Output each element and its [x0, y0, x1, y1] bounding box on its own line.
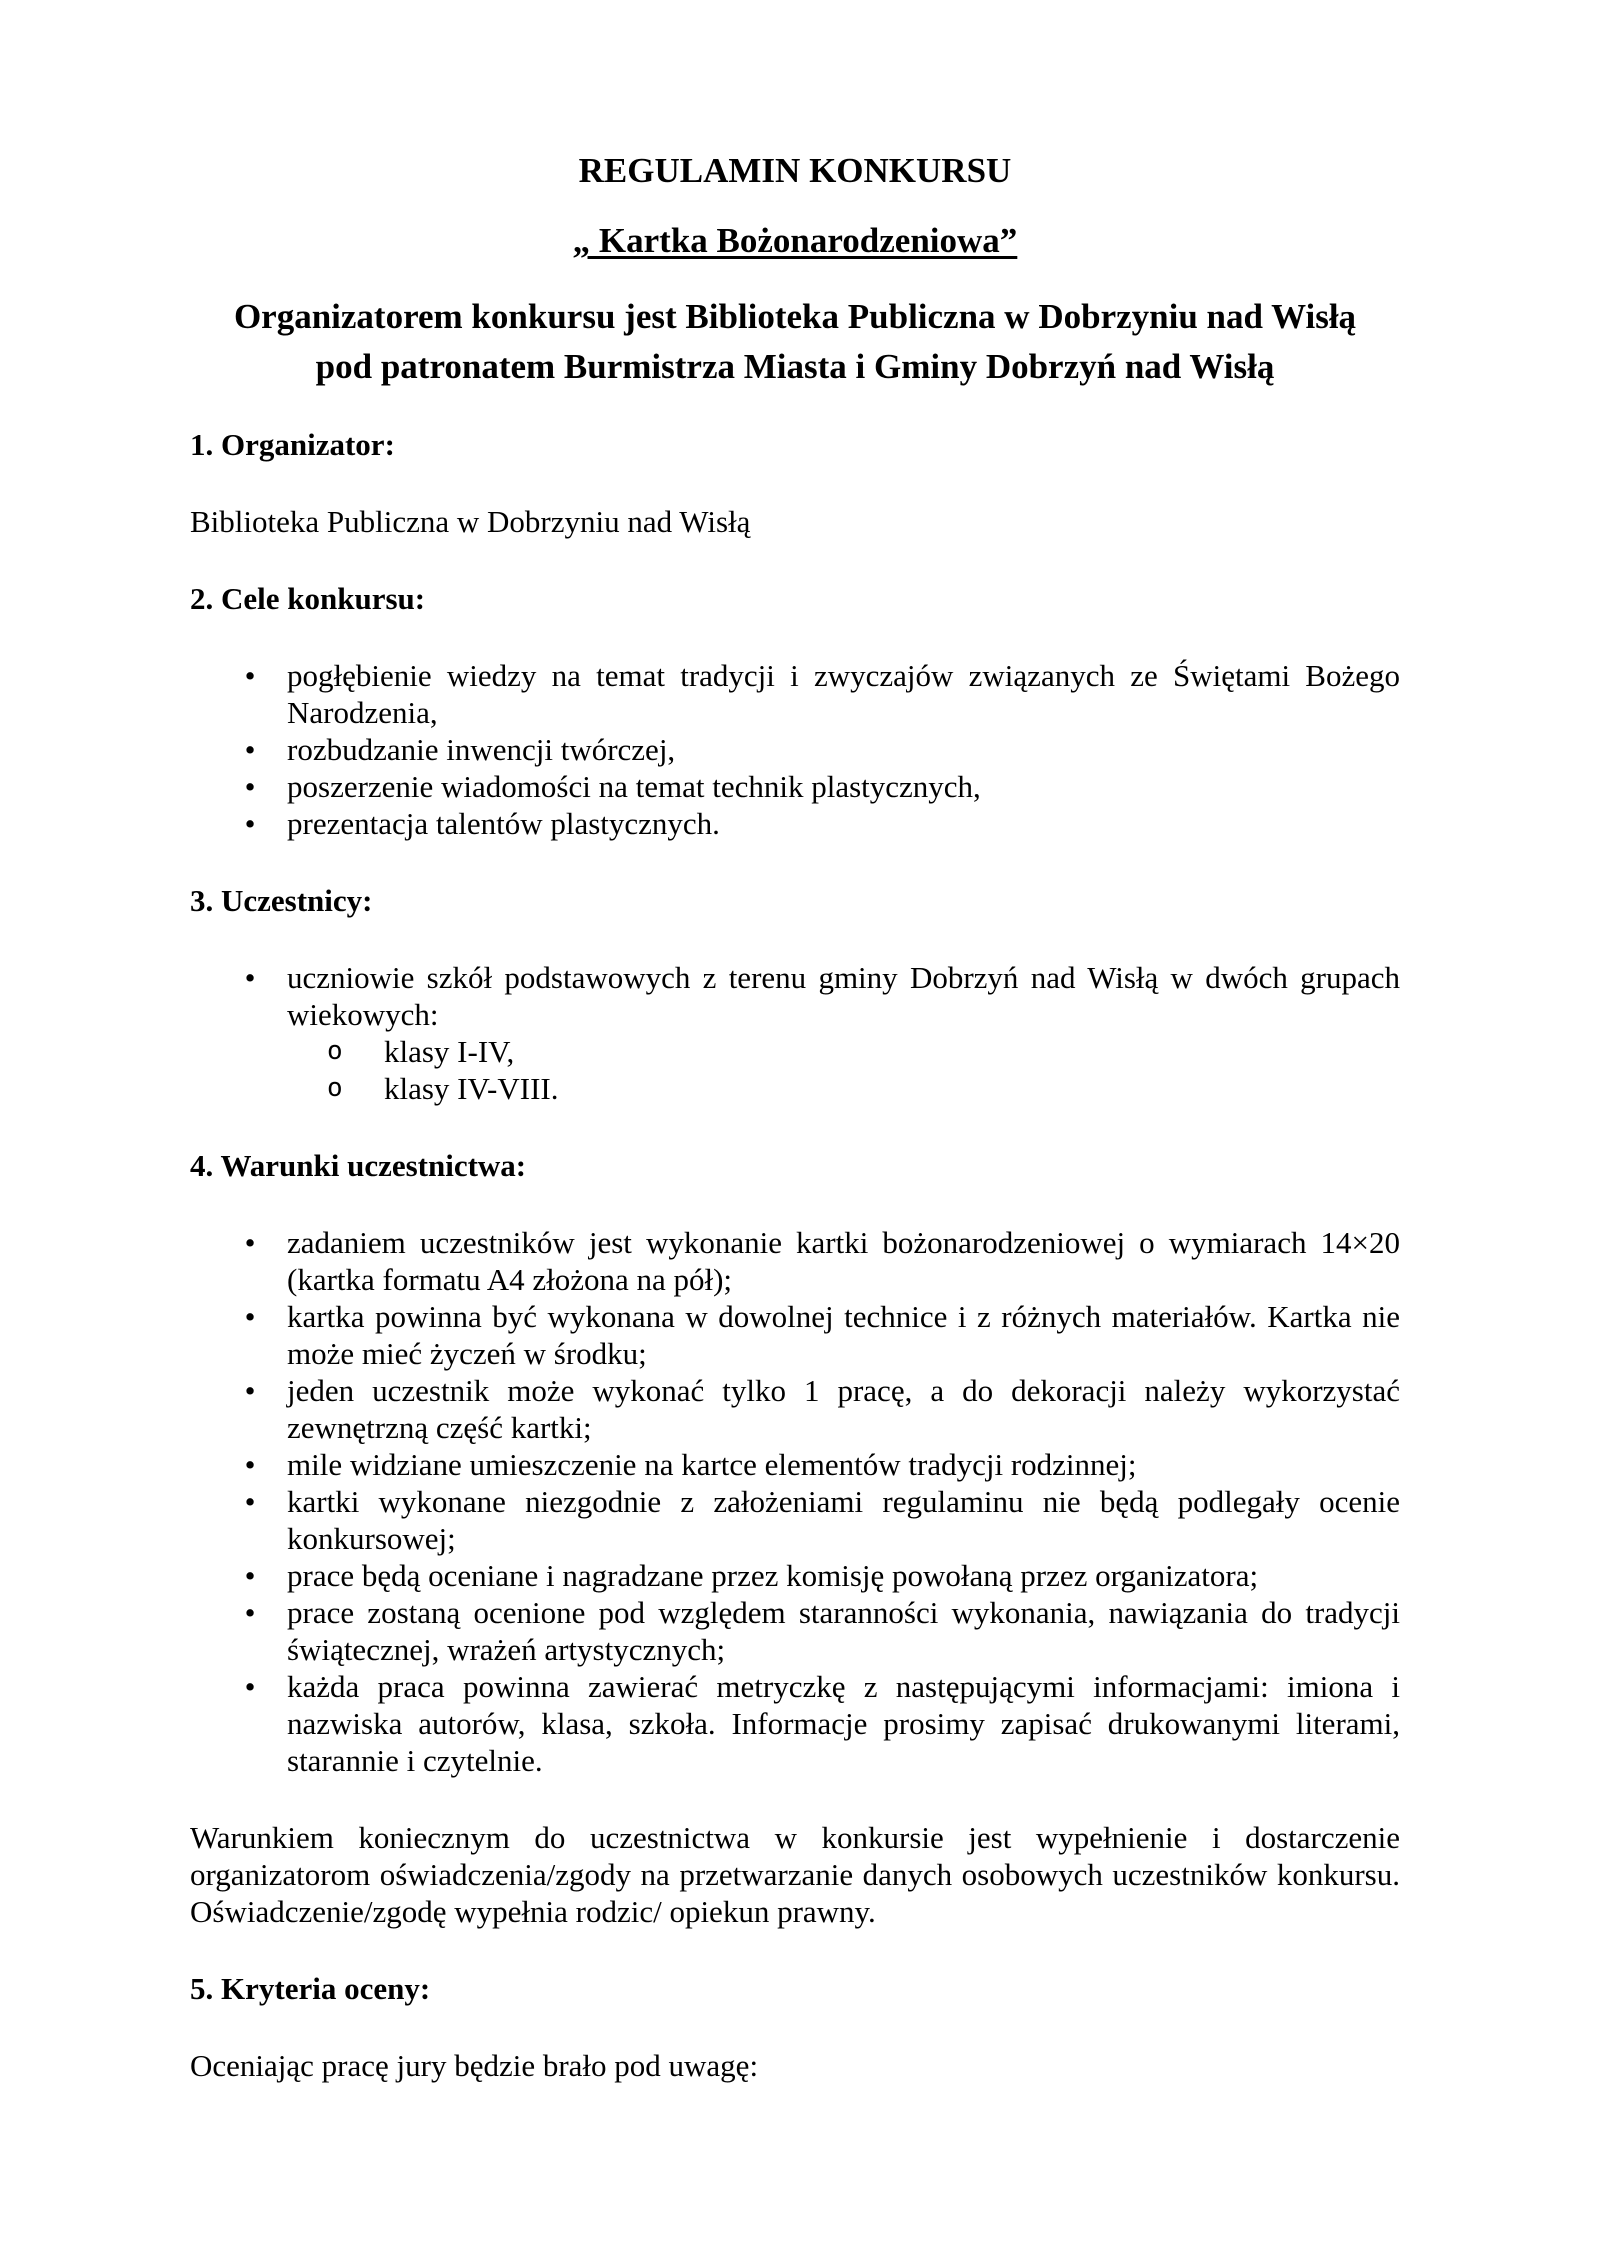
list-item-text: pogłębienie wiedzy na temat tradycji i zwyczajów związanych ze Świętami Bożego Narodzenia, — [287, 658, 1400, 730]
list-item — [190, 805, 1400, 842]
list-item-text: prace będą oceniane i nagradzane przez komisję powołaną przez organizatora; — [287, 1558, 1259, 1593]
list-item-text: klasy I-IV, — [384, 1034, 515, 1069]
section-participants-heading: 3. Uczestnicy: — [190, 883, 373, 918]
bullet-icon: • — [244, 769, 256, 804]
bullet-icon: • — [244, 732, 256, 767]
list-item — [190, 1298, 1400, 1372]
section-organizer-text: Biblioteka Publiczna w Dobrzyniu nad Wisłą — [190, 504, 751, 539]
bullet-icon: • — [244, 1447, 256, 1482]
list-item — [190, 959, 1400, 1107]
bullet-icon: • — [244, 1558, 256, 1593]
list-item — [190, 731, 1400, 768]
circle-bullet-icon: o — [327, 1036, 343, 1066]
list-item-text: prezentacja talentów plastycznych. — [287, 806, 720, 841]
list-item — [190, 1668, 1400, 1779]
list-item-text: kartki wykonane niezgodnie z założeniami regulaminu nie będą podlegały ocenie konkursowej; — [287, 1484, 1400, 1556]
section-conditions-heading: 4. Warunki uczestnictwa: — [190, 1148, 527, 1183]
list-item-text: kartka powinna być wykonana w dowolnej technice i z różnych materiałów. Kartka nie może mieć życzeń w środku; — [287, 1299, 1400, 1371]
list-item — [287, 1033, 1400, 1070]
document-content — [190, 150, 1400, 2084]
organizer-heading-line-2: pod patronatem Burmistrza Miasta i Gminy Dobrzyń nad Wisłą — [315, 347, 1275, 386]
list-item — [190, 657, 1400, 731]
age-groups-list — [287, 1033, 1400, 1107]
list-item-text: rozbudzanie inwencji twórczej, — [287, 732, 676, 767]
section-criteria-heading: 5. Kryteria oceny: — [190, 1971, 431, 2006]
section-goals-heading: 2. Cele konkursu: — [190, 581, 426, 616]
list-item-text: uczniowie szkół podstawowych z terenu gminy Dobrzyń nad Wisłą w dwóch grupach wiekowych: — [287, 960, 1400, 1032]
document-title: REGULAMIN KONKURSU — [578, 151, 1012, 190]
list-item — [190, 1446, 1400, 1483]
consent-paragraph: Warunkiem koniecznym do uczestnictwa w konkursie jest wypełnienie i dostarczenie organizatorom oświadczenia/zgody na przetwarzanie danych osobowych uczestników konkursu. Oświadczenie/zgodę wypełnia rodzic/ opiekun prawny. — [190, 1820, 1400, 1929]
circle-bullet-icon: o — [327, 1073, 343, 1103]
bullet-icon: • — [244, 1225, 256, 1260]
list-item — [190, 1557, 1400, 1594]
list-item — [190, 1224, 1400, 1298]
list-item-text: mile widziane umieszczenie na kartce elementów tradycji rodzinnej; — [287, 1447, 1137, 1482]
list-item — [190, 1372, 1400, 1446]
conditions-list — [190, 1224, 1400, 1779]
bullet-icon: • — [244, 806, 256, 841]
list-item-text: klasy IV-VIII. — [384, 1071, 559, 1106]
section-criteria-text: Oceniając pracę jury będzie brało pod uwagę: — [190, 2048, 759, 2083]
list-item-text: zadaniem uczestników jest wykonanie kartki bożonarodzeniowej o wymiarach 14×20 (kartka formatu A4 złożona na pół); — [287, 1225, 1400, 1297]
bullet-icon: • — [244, 1299, 256, 1334]
bullet-icon: • — [244, 1669, 256, 1704]
section-organizer-heading: 1. Organizator: — [190, 427, 395, 462]
bullet-icon: • — [244, 960, 256, 995]
organizer-heading-line-1: Organizatorem konkursu jest Biblioteka Publiczna w Dobrzyniu nad Wisłą — [233, 297, 1357, 336]
bullet-icon: • — [244, 1373, 256, 1408]
list-item — [190, 1594, 1400, 1668]
list-item-text: poszerzenie wiadomości na temat technik plastycznych, — [287, 769, 981, 804]
list-item-text: prace zostaną ocenione pod względem staranności wykonania, nawiązania do tradycji świątecznej, wrażeń artystycznych; — [287, 1595, 1400, 1667]
list-item — [287, 1070, 1400, 1107]
list-item — [190, 768, 1400, 805]
list-item-text: jeden uczestnik może wykonać tylko 1 pracę, a do dekoracji należy wykorzystać zewnętrzną część kartki; — [287, 1373, 1400, 1445]
goals-list — [190, 657, 1400, 842]
bullet-icon: • — [244, 658, 256, 693]
list-item-text: każda praca powinna zawierać metryczkę z następującymi informacjami: imiona i nazwiska autorów, klasa, szkoła. Informacje prosimy zapisać drukowanymi literami, starannie i czytelnie. — [287, 1669, 1400, 1778]
bullet-icon: • — [244, 1595, 256, 1630]
document-subtitle: „ Kartka Bożonarodzeniowa” — [572, 221, 1018, 260]
list-item — [190, 1483, 1400, 1557]
bullet-icon: • — [244, 1484, 256, 1519]
participants-list — [190, 959, 1400, 1107]
